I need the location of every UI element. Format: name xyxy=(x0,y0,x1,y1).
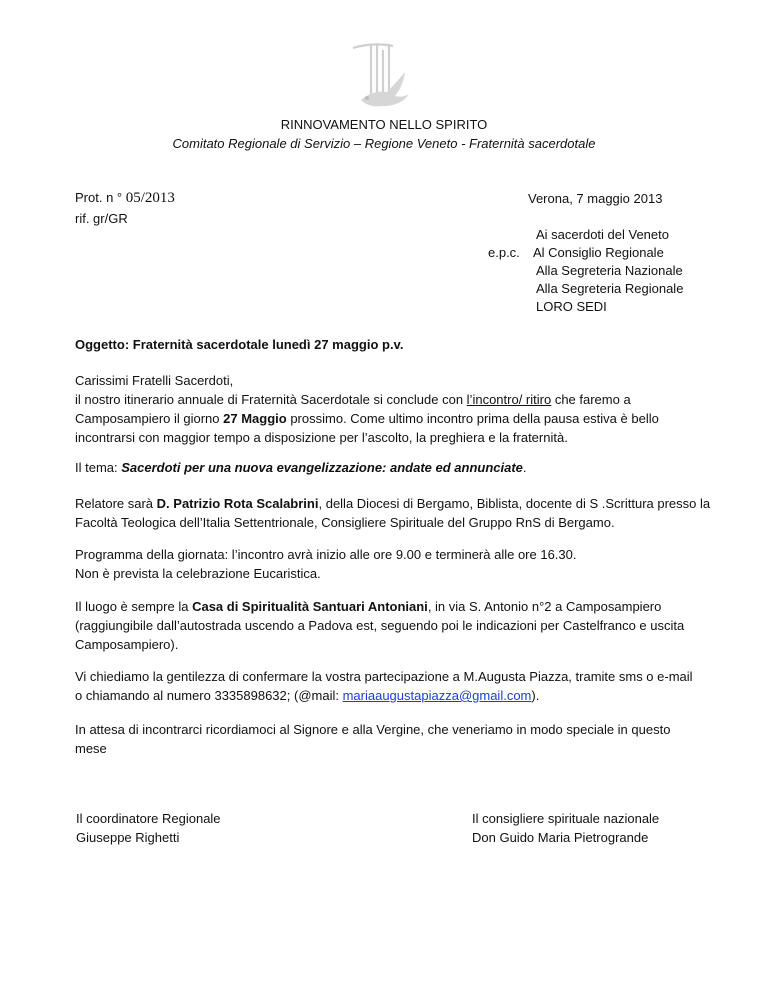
coordinator-name: Giuseppe Righetti xyxy=(76,830,180,845)
signature-left xyxy=(76,809,221,847)
email-link[interactable]: mariaaugustapiazza@gmail.com xyxy=(342,688,532,703)
closing-paragraph: In attesa di incontrarci ricordiamoci al Signore e alla Vergine, che veneriamo in modo speciale in questo mese xyxy=(75,722,671,756)
recipient-line: LORO SEDI xyxy=(536,299,607,314)
event-date: 27 Maggio xyxy=(223,411,287,426)
speaker-name: D. Patrizio Rota Scalabrini xyxy=(156,496,319,511)
protocol-line xyxy=(75,190,175,207)
committee-line: Comitato Regionale di Servizio – Regione Veneto - Fraternità sacerdotale xyxy=(172,136,596,151)
retreat-term: l’incontro/ ritiro xyxy=(466,392,552,407)
protocol-label: Prot. n ° xyxy=(75,190,126,205)
greeting: Carissimi Fratelli Sacerdoti, xyxy=(75,373,234,388)
spiritual-advisor-name: Don Guido Maria Pietrogrande xyxy=(472,830,649,845)
theme-title: Sacerdoti per una nuova evangelizzazione: andate ed annunciate xyxy=(121,460,523,475)
venue-name: Casa di Spiritualità Santuari Antoniani xyxy=(192,599,428,614)
recipient-line: Al Consiglio Regionale xyxy=(533,245,664,260)
epc-label: e.p.c. xyxy=(488,245,520,260)
rns-dove-logo xyxy=(343,42,423,114)
recipient-line: Ai sacerdoti del Veneto xyxy=(536,227,669,242)
reference: rif. gr/GR xyxy=(75,211,128,226)
protocol-number: 05/2013 xyxy=(125,190,175,206)
intro-paragraph: Carissimi Fratelli Sacerdoti, il nostro itinerario annuale di Fraternità Sacerdotale si conclude con l’incontro/ ritiro che faremo a Camposampiero il giorno 27 Maggio prossimo. Come ultimo incontro prima della pausa estiva è bello incontrarsi con maggior tempo a disposizione per l’ascolto, la preghiera e la fraternità. xyxy=(75,371,715,447)
theme-paragraph: Il tema: Sacerdoti per una nuova evangelizzazione: andate ed annunciate. xyxy=(75,460,527,475)
coordinator-role: Il coordinatore Regionale xyxy=(76,811,221,826)
spiritual-advisor-role: Il consigliere spirituale nazionale xyxy=(472,811,660,826)
subject-line: Oggetto: Fraternità sacerdotale lunedì 27 maggio p.v. xyxy=(75,337,404,352)
recipient-line: Alla Segreteria Nazionale xyxy=(536,263,683,278)
signature-right xyxy=(472,809,659,847)
place-date: Verona, 7 maggio 2013 xyxy=(528,191,663,206)
recipient-line: Alla Segreteria Regionale xyxy=(536,281,684,296)
speaker-paragraph: Relatore sarà D. Patrizio Rota Scalabrini, della Diocesi di Bergamo, Biblista, docente di S .Scrittura presso la Facoltà Teologica dell’Italia Settentrionale, Consigliere Spirituale del Gruppo RnS di Bergamo. xyxy=(75,496,711,530)
location-paragraph: Il luogo è sempre la Casa di Spiritualità Santuari Antoniani, in via S. Antonio n°2 a Camposampiero (raggiungibile dall’autostrada uscendo a Padova est, seguendo poi le indicazioni per Castelfranco e uscita Camposampiero). xyxy=(75,599,685,652)
program-paragraph: Programma della giornata: l’incontro avrà inizio alle ore 9.00 e terminerà alle ore 16.30. Non è prevista la celebrazione Eucaristica. xyxy=(75,547,577,581)
org-name: RINNOVAMENTO NELLO SPIRITO xyxy=(280,117,488,132)
confirmation-paragraph: Vi chiediamo la gentilezza di confermare la vostra partecipazione a M.Augusta Piazza, tramite sms o e-mail o chiamando al numero 3335898632; (@mail: mariaaugustapiazza@gmail.com). xyxy=(75,669,693,703)
